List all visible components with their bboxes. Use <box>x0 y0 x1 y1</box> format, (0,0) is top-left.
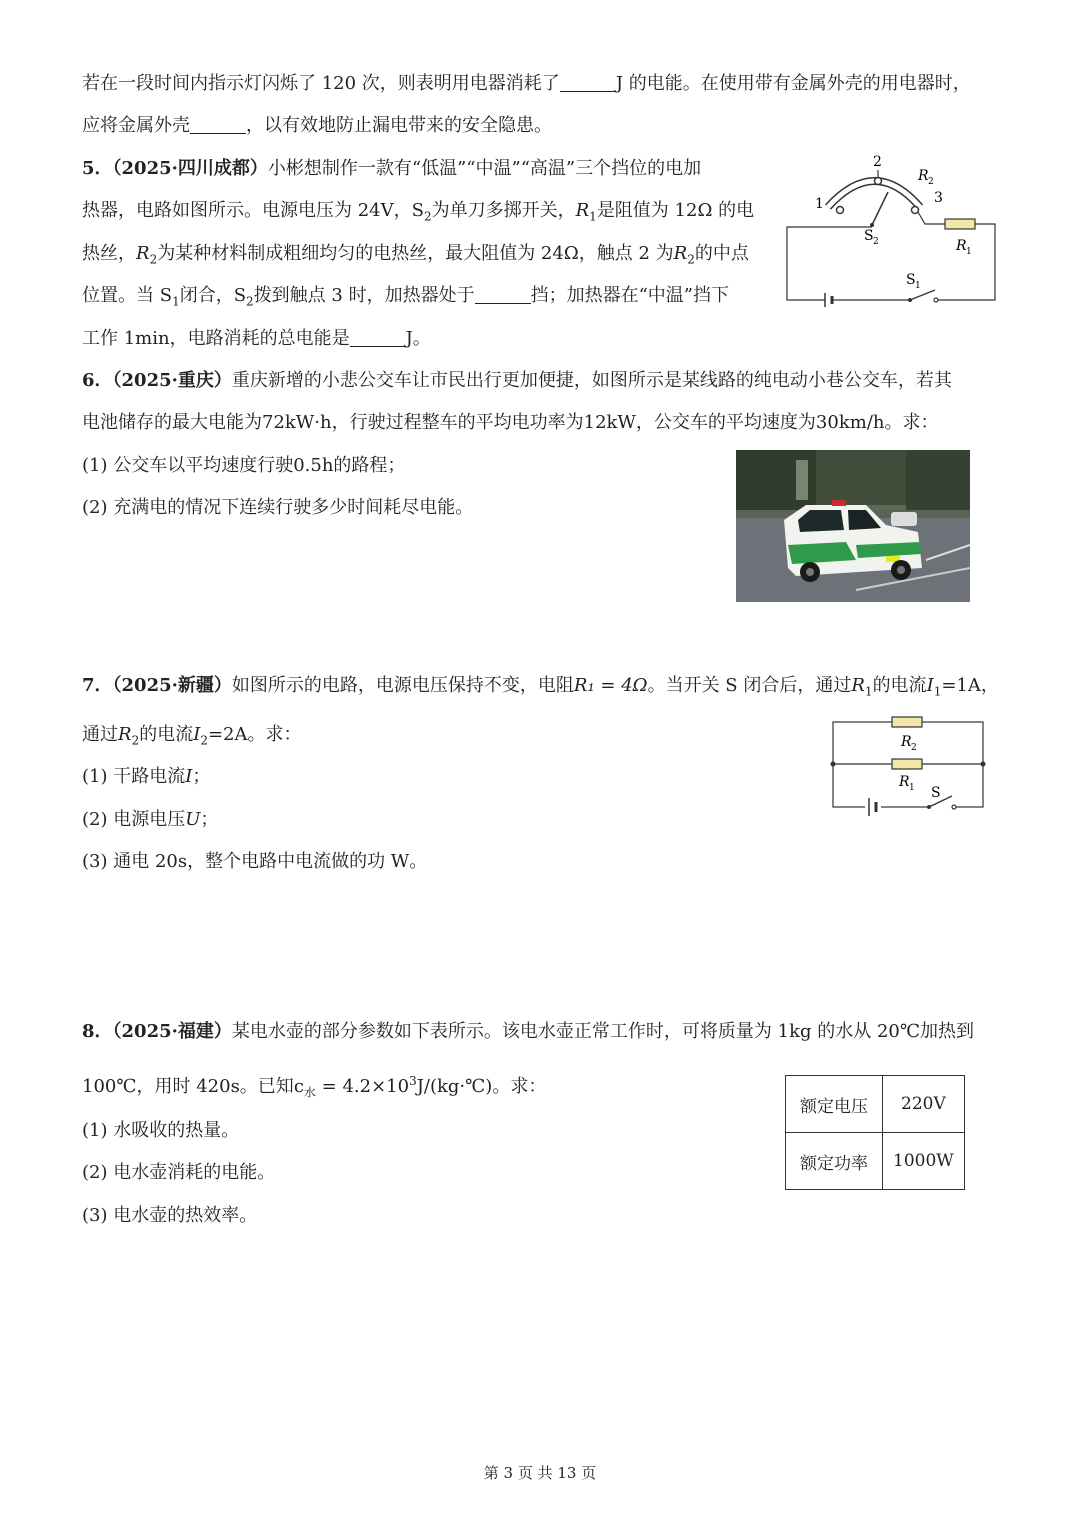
q7-text: 如图所示的电路，电源电压保持不变，电阻 <box>231 675 574 696</box>
symbol-r: R <box>136 243 150 264</box>
label-contact-3: 3 <box>934 190 943 206</box>
resistance-equation: R₁ = 4Ω <box>573 675 648 696</box>
question-source: （2025·新疆） <box>112 675 232 696</box>
q5-text: 拨到触点 3 时，加热器处于 <box>253 285 475 306</box>
q7-subquestion: (2) 电源电压 <box>82 809 186 830</box>
q7-part-3 <box>82 849 427 875</box>
q8-text: 100℃，用时 420s。已知 <box>82 1076 294 1097</box>
q7-part-2 <box>82 807 218 833</box>
q8-line-2 <box>82 1068 546 1106</box>
label-r1: R <box>899 774 910 790</box>
q8-part-2 <box>82 1160 275 1186</box>
q8-part-1 <box>82 1118 239 1144</box>
label-r2: R <box>901 734 912 750</box>
symbol-i: I <box>926 675 934 696</box>
question-source: （2025·福建） <box>112 1021 232 1042</box>
table-row <box>786 1133 965 1190</box>
q8-text: 某电水壶的部分参数如下表所示。该电水壶正常工作时，可将质量为 1kg 的水从 20℃加热到 <box>231 1021 974 1042</box>
q5-circuit-diagram <box>780 150 1005 310</box>
intro-text: 若在一段时间内指示灯闪烁了 120 次，则表明用电器消耗了 <box>82 73 560 94</box>
subscript: 2 <box>149 252 158 267</box>
label-r2-sub: 2 <box>911 743 917 753</box>
intro-text: J 的电能。在使用带有金属外壳的用电器时， <box>615 73 971 94</box>
symbol-r: R <box>673 243 688 264</box>
symbol-r: R <box>118 724 132 745</box>
symbol-r: R <box>851 675 865 696</box>
q5-text: 为某种材料制成粗细均匀的电热丝，最大阻值为 24Ω，触点 2 为 <box>157 243 674 264</box>
contact-2 <box>875 178 882 185</box>
label-s: S <box>931 785 941 801</box>
q5-text: 小彬想制作一款有“低温”“中温”“高温”三个挡位的电加 <box>267 158 702 179</box>
q5-text: J。 <box>405 328 431 349</box>
label-contact-1: 1 <box>815 196 824 212</box>
intro-text: ，以有效地防止漏电带来的安全隐患。 <box>246 115 552 136</box>
question-number: 5． <box>82 158 113 179</box>
q5-text: 是阻值为 12Ω 的电 <box>596 200 755 221</box>
label-s1: S <box>906 272 916 288</box>
q5-text: 闭合，S <box>179 285 247 306</box>
q6-subquestion: (2) 充满电的情况下连续行驶多少时间耗尽电能。 <box>82 497 474 518</box>
q6-part-1 <box>82 453 405 479</box>
switch-s2 <box>872 192 888 225</box>
q7-part-1 <box>82 764 210 790</box>
subscript: 2 <box>423 209 432 224</box>
contact-3 <box>912 207 919 214</box>
electric-bus-photo <box>736 450 970 602</box>
table-cell-value: 1000W <box>883 1133 965 1190</box>
q5-line-2 <box>82 198 754 230</box>
resistor-r1 <box>892 759 922 769</box>
subscript: 2 <box>200 733 208 748</box>
answer-blank <box>190 115 246 134</box>
label-s1-sub: 1 <box>915 281 921 291</box>
symbol-c: c <box>293 1076 304 1097</box>
subscript: 2 <box>131 733 140 748</box>
q5-text: 位置。当 S <box>82 285 173 306</box>
q7-line-2 <box>82 722 302 754</box>
answer-blank <box>475 285 531 304</box>
q7-text: ； <box>200 809 219 830</box>
q8-text: J/(kg·℃)。求： <box>416 1076 547 1097</box>
q7-text: 。当开关 S 闭合后，通过 <box>647 675 852 696</box>
superscript: 3 <box>409 1074 417 1088</box>
symbol-u: U <box>185 809 201 830</box>
q7-subquestion: (3) 通电 20s，整个电路中电流做的功 W。 <box>82 851 428 872</box>
label-r1-sub: 1 <box>909 783 915 793</box>
subscript: 2 <box>246 294 254 309</box>
q8-subquestion: (2) 电水壶消耗的电能。 <box>82 1162 276 1183</box>
question-number: 7． <box>82 675 113 696</box>
label-r1: R <box>956 238 967 254</box>
resistor-r1 <box>945 219 975 229</box>
q7-line-1 <box>82 673 999 705</box>
q6-part-2 <box>82 495 473 521</box>
table-cell-label: 额定电压 <box>786 1076 883 1133</box>
question-source: （2025·四川成都） <box>112 158 268 179</box>
subscript: 1 <box>864 684 873 699</box>
symbol-i: I <box>185 766 193 787</box>
q5-text: 热丝， <box>82 243 136 264</box>
q7-text: 的电流 <box>139 724 194 745</box>
label-r2: R <box>918 168 929 184</box>
symbol-i: I <box>193 724 201 745</box>
q7-subquestion: (1) 干路电流 <box>82 766 186 787</box>
answer-blank <box>350 328 406 347</box>
question-number: 8． <box>82 1021 113 1042</box>
subscript: 1 <box>933 684 942 699</box>
intro-line-2 <box>82 113 552 139</box>
q6-text: 重庆新增的小悲公交车让市民出行更加便捷，如图所示是某线路的纯电动小巷公交车，若其 <box>231 370 952 391</box>
question-source: （2025·重庆） <box>112 370 232 391</box>
subscript: 1 <box>172 294 180 309</box>
question-number: 6． <box>82 370 113 391</box>
q6-subquestion: (1) 公交车以平均速度行驶0.5h的路程； <box>82 455 406 476</box>
symbol-r: R <box>575 200 590 221</box>
label-r1-sub: 1 <box>966 247 972 257</box>
q8-subquestion: (3) 电水壶的热效率。 <box>82 1205 258 1226</box>
q5-text: 热器，电路如图所示。电源电压为 24V，S <box>82 200 424 221</box>
q6-line-1 <box>82 368 952 394</box>
label-r2-sub: 2 <box>928 177 934 187</box>
q5-text: 为单刀多掷开关， <box>431 200 576 221</box>
q8-part-3 <box>82 1203 257 1229</box>
q5-text: 工作 1min，电路消耗的总电能是 <box>82 328 350 349</box>
label-s2: S <box>864 228 874 244</box>
q7-text: 的电流 <box>872 675 927 696</box>
resistor-r2 <box>892 717 922 727</box>
answer-blank <box>560 73 616 92</box>
table-cell-label: 额定功率 <box>786 1133 883 1190</box>
q6-text: 电池储存的最大电能为72kW·h，行驶过程整车的平均电功率为12kW，公交车的平均速度为30km/h。求： <box>82 412 939 433</box>
q5-text: 挡；加热器在“中温”挡下 <box>530 285 729 306</box>
q7-text: =1A， <box>941 675 999 696</box>
q8-line-1 <box>82 1019 974 1045</box>
table-cell-value: 220V <box>883 1076 965 1133</box>
q5-line-3 <box>82 241 749 273</box>
q7-text: 通过 <box>82 724 118 745</box>
q8-text: = 4.2×10 <box>315 1076 410 1097</box>
page-footer: 第 3 页 共 13 页 <box>483 1464 597 1482</box>
label-s2-sub: 2 <box>873 237 879 247</box>
label-contact-2: 2 <box>873 154 882 170</box>
contact-1 <box>837 207 844 214</box>
q8-subquestion: (1) 水吸收的热量。 <box>82 1120 240 1141</box>
q6-line-2 <box>82 410 938 436</box>
q5-text: 的中点 <box>694 243 749 264</box>
q7-text: =2A。求： <box>207 724 302 745</box>
subscript: 1 <box>589 209 597 224</box>
q7-text: ； <box>192 766 211 787</box>
kettle-parameter-table <box>785 1075 965 1190</box>
table-row <box>786 1076 965 1133</box>
subscript: 水 <box>303 1085 316 1100</box>
intro-line-1 <box>82 71 971 97</box>
q5-line-1 <box>82 156 701 182</box>
subscript: 2 <box>687 252 695 267</box>
q7-circuit-diagram <box>825 712 995 824</box>
intro-text: 应将金属外壳 <box>82 115 190 136</box>
q5-line-4 <box>82 283 729 315</box>
q5-line-5 <box>82 326 431 352</box>
